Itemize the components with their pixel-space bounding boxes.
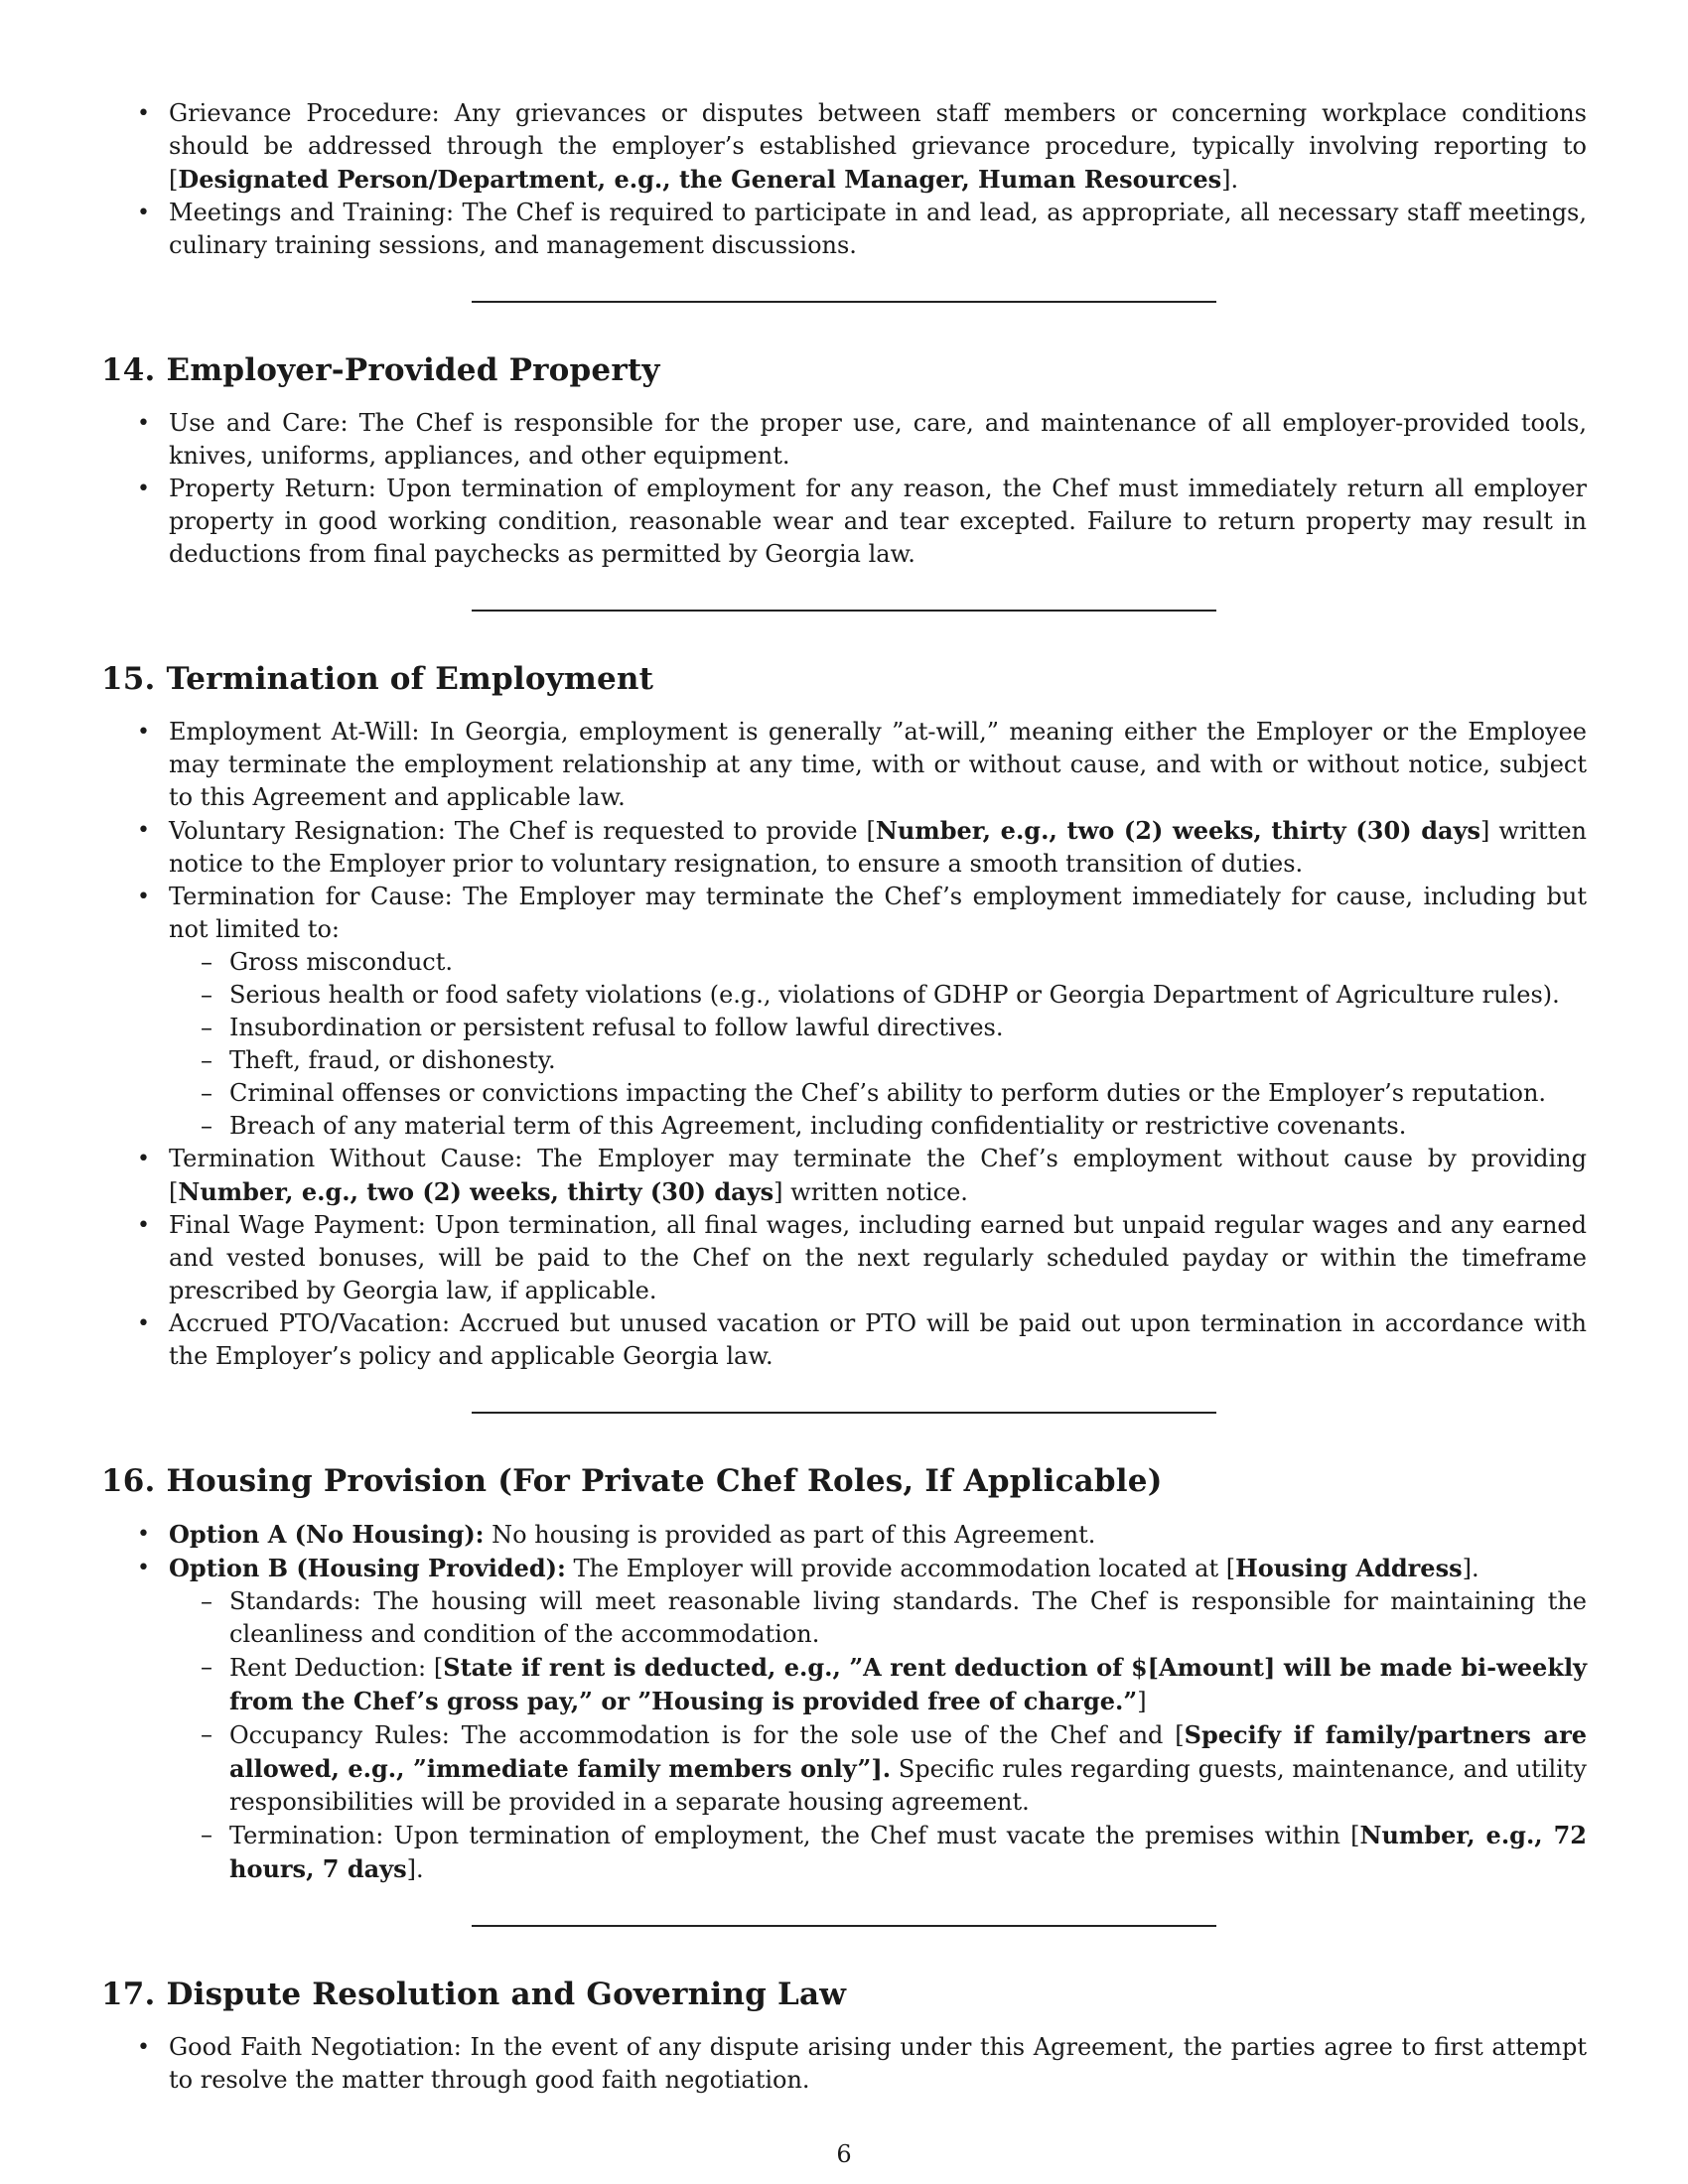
list-item-option-b — [169, 1552, 1587, 1886]
sublist-item-termination — [229, 1819, 1587, 1886]
placeholder-text: Designated Person/Department, e.g., the General Manager, Human Resources — [178, 165, 1222, 194]
list-item-for-cause — [169, 881, 1587, 1143]
text: Termination for Cause: The Employer may terminate the Chef’s employment immediately for cause, including but not limited to: — [169, 883, 1587, 943]
list-item-without-cause — [169, 1143, 1587, 1209]
section-16-list — [101, 1518, 1587, 1886]
text: Rent Deduction: [ — [229, 1654, 444, 1682]
for-cause-sublist — [169, 946, 1587, 1143]
text: ] written notice. — [774, 1178, 968, 1206]
list-item-pto: • Accrued PTO/Vacation: Accrued but unused vacation or PTO will be paid out upon termination in accordance with the Employer’s policy and applicable Georgia law. — [169, 1307, 1587, 1373]
section-15-list — [101, 716, 1587, 1373]
text: Occupancy Rules: The accommodation is for the sole use of the Chef and [ — [229, 1721, 1185, 1749]
list-item-use-care: • Use and Care: The Chef is responsible for the proper use, care, and maintenance of all employer-provided tools, knives, uniforms, appliances, and other equipment. — [169, 407, 1587, 473]
section-divider — [472, 610, 1216, 612]
placeholder-text: Housing Address — [1235, 1554, 1463, 1582]
section-divider — [472, 1925, 1216, 1927]
list-item-grievance — [169, 97, 1587, 197]
sublist-item: – Serious health or food safety violations (e.g., violations of GDHP or Georgia Department of Agriculture rules). — [229, 979, 1587, 1012]
list-item-option-a — [169, 1518, 1587, 1552]
list-item-resignation — [169, 814, 1587, 881]
section-heading-14: 14. Employer-Provided Property — [101, 352, 660, 388]
text: ]. — [1221, 166, 1239, 194]
text: ]. — [406, 1855, 424, 1883]
section-14-list — [101, 407, 1587, 571]
text: The Employer will provide accommodation located at [ — [565, 1555, 1236, 1582]
sublist-item-standards: – Standards: The housing will meet reasonable living standards. The Chef is responsible for maintaining the cleanliness and condition of the accommodation. — [229, 1585, 1587, 1651]
section-divider — [472, 301, 1216, 303]
sublist-item: – Criminal offenses or convictions impacting the Chef’s ability to perform duties or the Employer’s reputation. — [229, 1077, 1587, 1110]
housing-sublist — [169, 1585, 1587, 1886]
option-label: Option A (No Housing): — [169, 1520, 485, 1549]
sublist-item-occupancy — [229, 1718, 1587, 1819]
section-17-list — [101, 2031, 1587, 2097]
text: Grievance Procedure: Any grievances or disputes between staff members or concerning workplace conditions should be addressed through the employer’s established grievance procedure, typically involving reporting to [ — [169, 99, 1587, 194]
placeholder-text: Number, e.g., two (2) weeks, thirty (30) days — [178, 1177, 774, 1206]
text: ]. — [1462, 1555, 1479, 1582]
placeholder-text: State if rent is deducted, e.g., ”A rent deduction of $[Amount] will be made bi-weekly from the Chef’s gross pay,” or ”Housing is provided free of charge.” — [229, 1653, 1588, 1715]
placeholder-text: Number, e.g., two (2) weeks, thirty (30) days — [875, 816, 1481, 845]
text: Termination Without Cause: The Employer may terminate the Chef’s employment without cause by providing [ — [169, 1145, 1587, 1206]
sublist-item: – Theft, fraud, or dishonesty. — [229, 1044, 1587, 1077]
section-13-list — [101, 97, 1587, 262]
section-divider — [472, 1412, 1216, 1414]
text: Specific rules regarding guests, maintenance, and utility responsibilities will be provided in a separate housing agreement. — [229, 1755, 1587, 1816]
sublist-item: – Gross misconduct. — [229, 946, 1587, 979]
option-label: Option B (Housing Provided): — [169, 1554, 566, 1582]
list-item-good-faith: • Good Faith Negotiation: In the event of any dispute arising under this Agreement, the parties agree to first attempt to resolve the matter through good faith negotiation. — [169, 2031, 1587, 2097]
placeholder-text: Specify if family/partners are allowed, e.g., ”immediate family members only”]. — [229, 1720, 1587, 1783]
section-heading-17: 17. Dispute Resolution and Governing Law — [101, 1977, 847, 2012]
text: Termination: Upon termination of employment, the Chef must vacate the premises within [ — [229, 1822, 1360, 1849]
list-item-at-will: • Employment At-Will: In Georgia, employment is generally ”at-will,” meaning either the Employer or the Employee may terminate the employment relationship at any time, with or without cause, and with or without notice, subject to this Agreement and applicable law. — [169, 716, 1587, 814]
section-heading-16: 16. Housing Provision (For Private Chef Roles, If Applicable) — [101, 1463, 1163, 1499]
text: No housing is provided as part of this Agreement. — [484, 1521, 1096, 1549]
text: ] written notice to the Employer prior to voluntary resignation, to ensure a smooth transition of duties. — [169, 817, 1587, 878]
text: Voluntary Resignation: The Chef is requested to provide [ — [169, 817, 876, 845]
list-item-meetings: • Meetings and Training: The Chef is required to participate in and lead, as appropriate, all necessary staff meetings, culinary training sessions, and management discussions. — [169, 197, 1587, 262]
list-item-final-wage: • Final Wage Payment: Upon termination, all final wages, including earned but unpaid regular wages and any earned and vested bonuses, will be paid to the Chef on the next regularly scheduled payday or within the timeframe prescribed by Georgia law, if applicable. — [169, 1209, 1587, 1307]
sublist-item: – Breach of any material term of this Agreement, including confidentiality or restrictive covenants. — [229, 1110, 1587, 1143]
text: ] — [1137, 1688, 1147, 1715]
sublist-item-rent — [229, 1651, 1587, 1718]
sublist-item: – Insubordination or persistent refusal to follow lawful directives. — [229, 1012, 1587, 1044]
placeholder-text: Number, e.g., 72 hours, 7 days — [229, 1821, 1588, 1883]
list-item-property-return: • Property Return: Upon termination of employment for any reason, the Chef must immediately return all employer property in good working condition, reasonable wear and tear excepted. Failure to return property may result in deductions from final paychecks as permitted by Georgia law. — [169, 473, 1587, 571]
page-number: 6 — [836, 2140, 852, 2168]
section-heading-15: 15. Termination of Employment — [101, 661, 654, 697]
